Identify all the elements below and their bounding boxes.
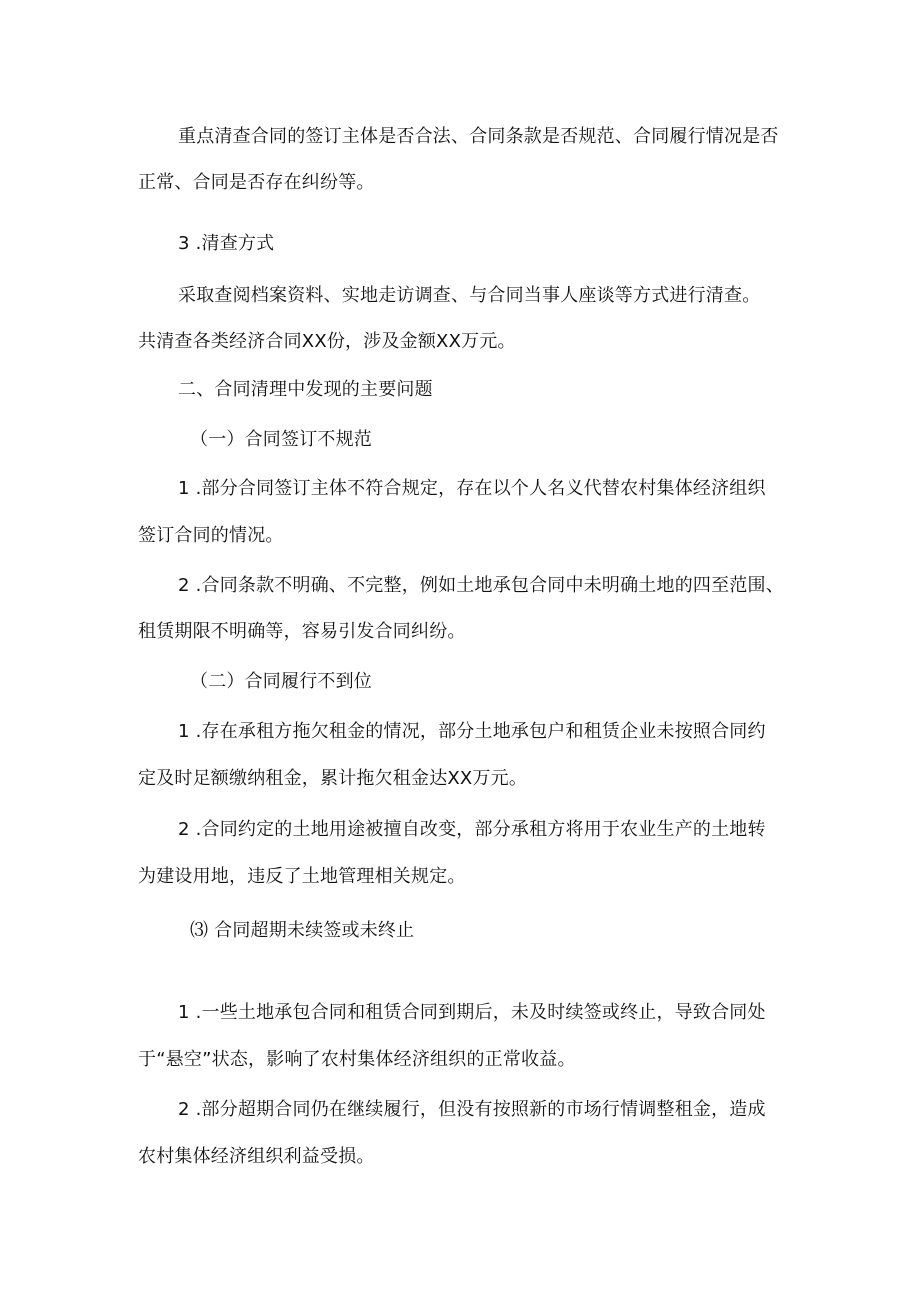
list-item-line: 2 .合同约定的土地用途被擅自改变，部分承租方将用于农业生产的土地转 <box>178 819 766 840</box>
section-heading: 二、合同清理中发现的主要问题 <box>178 379 433 400</box>
paragraph-line: 共清查各类经济合同XX份，涉及金额XX万元。 <box>138 331 516 352</box>
list-item-line: 2 .合同条款不明确、不完整，例如土地承包合同中未明确土地的四至范围、 <box>178 575 784 596</box>
paragraph-line: 采取查阅档案资料、实地走访调查、与合同当事人座谈等方式进行清查。 <box>178 285 761 306</box>
paragraph-line: 正常、合同是否存在纠纷等。 <box>138 172 375 193</box>
list-item-line: 租赁期限不明确等，容易引发合同纠纷。 <box>138 621 466 642</box>
subsection-heading: （一）合同签订不规范 <box>190 429 372 450</box>
list-item-line: 定及时足额缴纳租金，累计拖欠租金达XX万元。 <box>138 768 528 789</box>
subsection-heading: （二）合同履行不到位 <box>190 671 372 692</box>
section-heading: 3 .清查方式 <box>178 233 275 254</box>
list-item-line: 1 .存在承租方拖欠租金的情况，部分土地承包户和租赁企业未按照合同约 <box>178 721 766 742</box>
list-item-line: 2 .部分超期合同仍在继续履行，但没有按照新的市场行情调整租金，造成 <box>178 1099 766 1120</box>
list-item-line: 为建设用地，违反了土地管理相关规定。 <box>138 866 466 887</box>
subsection-heading: ⑶ 合同超期未续签或未终止 <box>190 920 415 941</box>
list-item-line: 农村集体经济组织利益受损。 <box>138 1146 375 1167</box>
list-item-line: 1 .一些土地承包合同和租赁合同到期后，未及时续签或终止，导致合同处 <box>178 1002 766 1023</box>
list-item-line: 签订合同的情况。 <box>138 525 284 546</box>
list-item-line: 1 .部分合同签订主体不符合规定，存在以个人名义代替农村集体经济组织 <box>178 478 766 499</box>
paragraph-line: 重点清查合同的签订主体是否合法、合同条款是否规范、合同履行情况是否 <box>178 126 779 147</box>
list-item-line: 于“悬空”状态，影响了农村集体经济组织的正常收益。 <box>138 1049 576 1070</box>
